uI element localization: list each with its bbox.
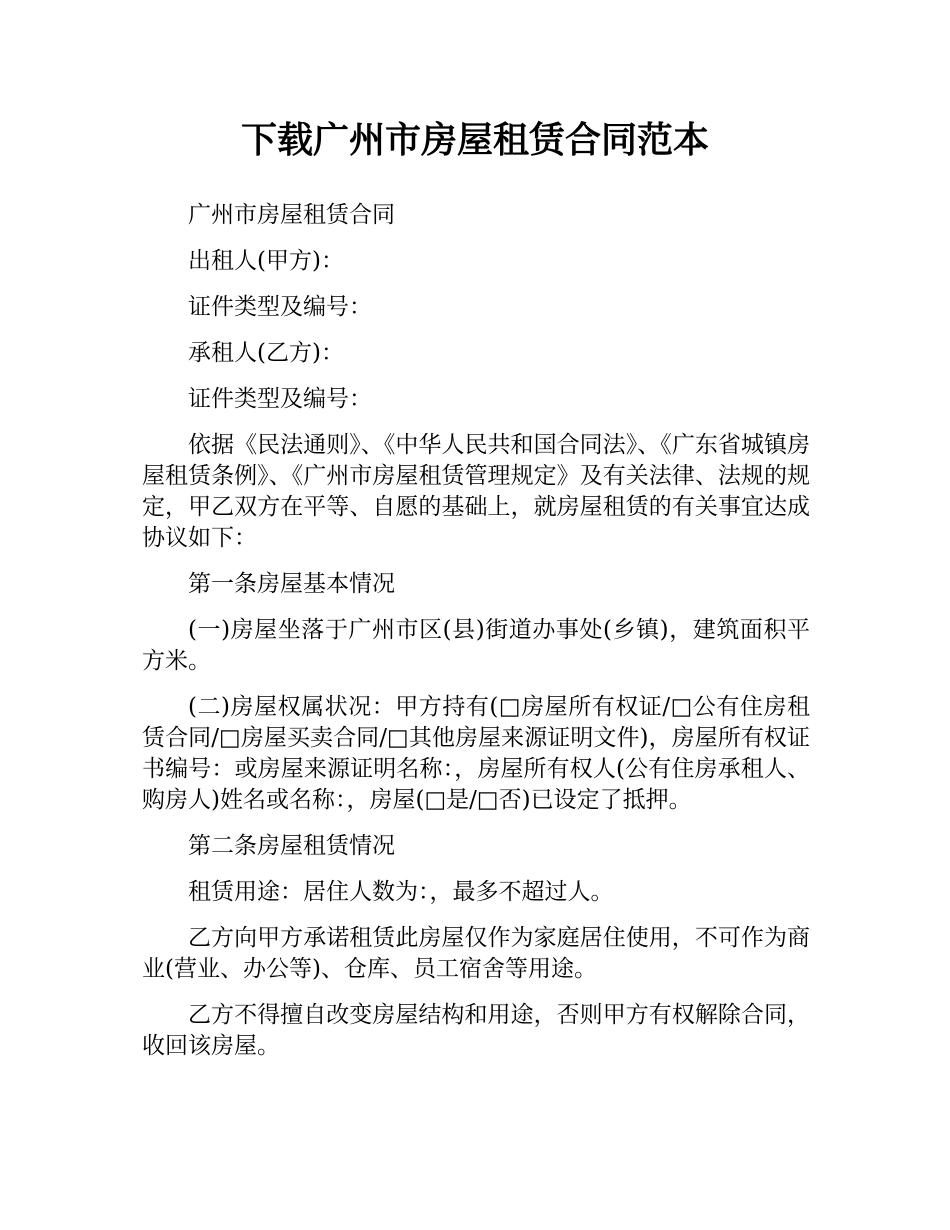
paragraph-lessee-id: 证件类型及编号： [188,386,372,412]
document-body [142,200,810,1077]
paragraph-lessee: 承租人(乙方)： [188,340,344,366]
paragraph-legal-basis: 依据《民法通则》、《中华人民共和国合同法》、《广东省城镇房屋租赁条例》、《广州市房屋租赁管理规定》及有关法律、法规的规定，甲乙双方在平等、自愿的基础上，就房屋租赁的有关事宜达成协议如下： [142,432,810,551]
paragraph-article-2-heading: 第二条房屋租赁情况 [188,833,395,859]
paragraph-lessor: 出租人(甲方)： [188,248,344,274]
paragraph-lessor-id: 证件类型及编号： [188,294,372,320]
paragraph-ownership: (二)房屋权属状况：甲方持有(□房屋所有权证/□公有住房租赁合同/□房屋买卖合同/□其他房屋来源证明文件)，房屋所有权证书编号：或房屋来源证明名称：，房屋所有权人(公有住房承租人、购房人)姓名或名称：，房屋(□是/□否)已设定了抵押。 [142,694,810,813]
document-title: 下载广州市房屋租赁合同范本 [240,120,709,161]
paragraph-contract-name: 广州市房屋租赁合同 [188,202,395,228]
paragraph-no-alteration: 乙方不得擅自改变房屋结构和用途，否则甲方有权解除合同，收回该房屋。 [142,1002,810,1059]
paragraph-usage: 租赁用途：居住人数为：，最多不超过人。 [188,879,614,905]
paragraph-location: (一)房屋坐落于广州市区(县)街道办事处(乡镇)，建筑面积平方米。 [142,617,810,674]
paragraph-article-1-heading: 第一条房屋基本情况 [188,571,395,597]
paragraph-residential-promise: 乙方向甲方承诺租赁此房屋仅作为家庭居住使用，不可作为商业(营业、办公等)、仓库、员工宿舍等用途。 [142,925,810,982]
